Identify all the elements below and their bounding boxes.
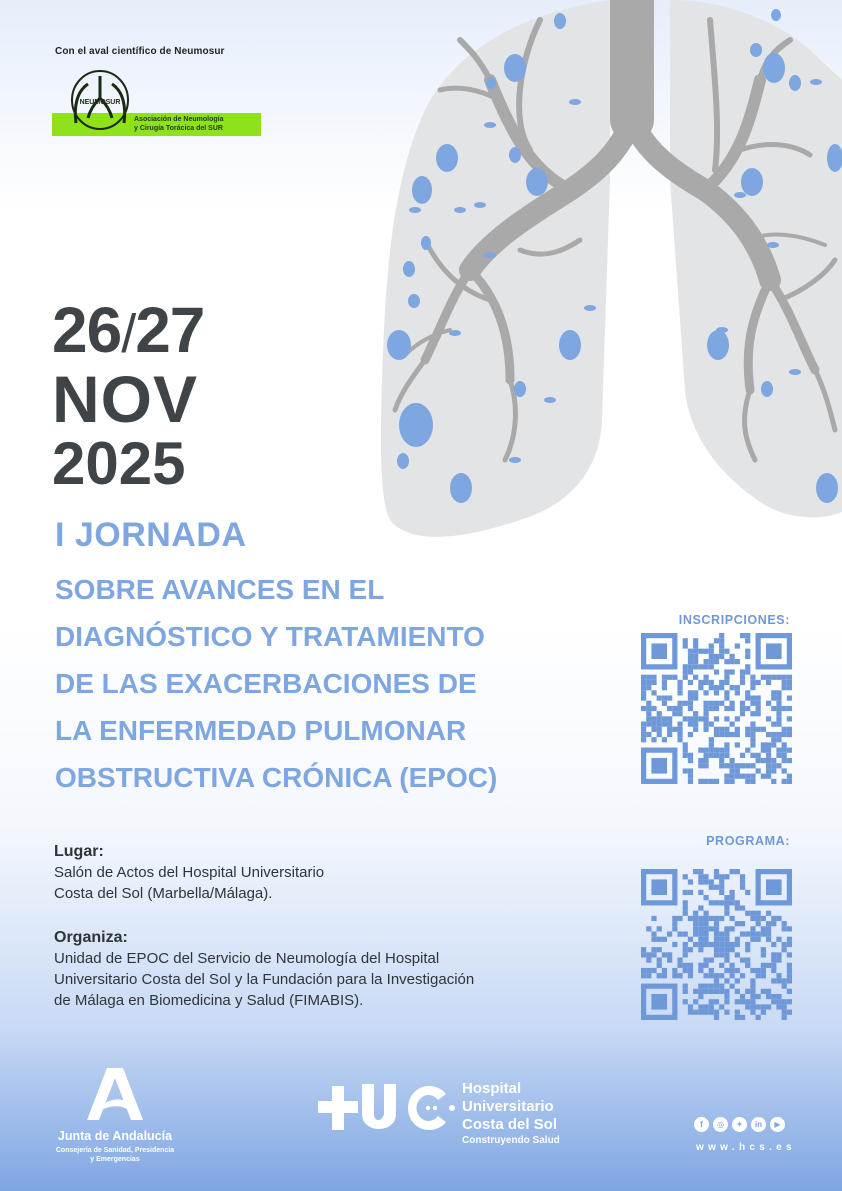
date-day-a: 26 <box>52 294 122 366</box>
junta-sub-line: y Emergencias <box>90 1156 140 1163</box>
junta-name: Junta de Andalucía <box>57 1129 173 1143</box>
instagram-icon[interactable]: ◎ <box>713 1117 728 1132</box>
date-year: 2025 <box>52 430 186 497</box>
linkedin-icon[interactable]: in <box>751 1117 766 1132</box>
hospital-name <box>462 1080 560 1148</box>
hospital-line: Costa del Sol <box>462 1116 558 1133</box>
hospital-line: Universitario <box>462 1098 554 1115</box>
organiza-label: Organiza: <box>54 929 128 946</box>
lungs-emblem-icon <box>66 68 134 136</box>
junta-andalucia-logo <box>50 1068 180 1164</box>
organiza-line: de Málaga en Biomedicina y Salud (FIMABIS). <box>54 992 364 1009</box>
date-day-b: 27 <box>135 294 205 366</box>
endorsement-text: Con el aval científico de Neumosur <box>55 46 225 57</box>
inscripciones-label: INSCRIPCIONES: <box>678 613 790 627</box>
hospital-line: Hospital <box>462 1080 522 1097</box>
date-days <box>52 294 205 366</box>
event-subtitle <box>55 566 497 801</box>
website-link[interactable]: www.hcs.es <box>696 1142 796 1153</box>
organiza-line: Universitario Costa del Sol y la Fundación para la Investigación <box>54 971 475 988</box>
qr-code-inscripciones[interactable] <box>641 633 792 784</box>
event-date <box>52 294 205 497</box>
subtitle-line: OBSTRUCTIVA CRÓNICA (EPOC) <box>55 762 498 793</box>
association-emblem-letters: NEUMOSUR <box>79 99 121 106</box>
organiza-line: Unidad de EPOC del Servicio de Neumología del Hospital <box>54 950 440 967</box>
organiza-section <box>54 927 474 1011</box>
youtube-icon[interactable]: ▶ <box>770 1117 785 1132</box>
lugar-line: Costa del Sol (Marbella/Málaga). <box>54 885 273 902</box>
subtitle-line: DE LAS EXACERBACIONES DE <box>55 668 477 699</box>
twitter-icon[interactable]: ✦ <box>732 1117 747 1132</box>
association-name <box>134 115 223 133</box>
junta-sub-line: Consejería de Sanidad, Presidencia <box>55 1147 175 1154</box>
association-line1: Asociación de Neumología <box>134 116 224 123</box>
programa-label: PROGRAMA: <box>706 834 790 848</box>
event-title: I JORNADA <box>55 516 247 554</box>
junta-subtitle <box>50 1146 180 1164</box>
lungs-illustration-icon <box>370 0 842 545</box>
junta-a-icon <box>87 1068 143 1120</box>
huc-logo-icon <box>318 1080 458 1136</box>
subtitle-line: LA ENFERMEDAD PULMONAR <box>55 715 467 746</box>
association-logo <box>52 68 262 138</box>
hospital-tagline: Construyendo Salud <box>462 1135 560 1146</box>
date-slash: / <box>121 304 136 364</box>
lugar-section <box>54 841 324 904</box>
association-line2: y Cirugía Torácica del SUR <box>134 125 223 132</box>
lugar-line: Salón de Actos del Hospital Universitario <box>54 864 325 881</box>
lugar-label: Lugar: <box>54 843 104 860</box>
facebook-icon[interactable]: f <box>694 1117 709 1132</box>
qr-code-programa[interactable] <box>641 869 792 1020</box>
date-month: NOV <box>52 362 199 436</box>
social-icons <box>694 1117 785 1132</box>
subtitle-line: SOBRE AVANCES EN EL <box>55 574 385 605</box>
subtitle-line: DIAGNÓSTICO Y TRATAMIENTO <box>55 621 485 652</box>
